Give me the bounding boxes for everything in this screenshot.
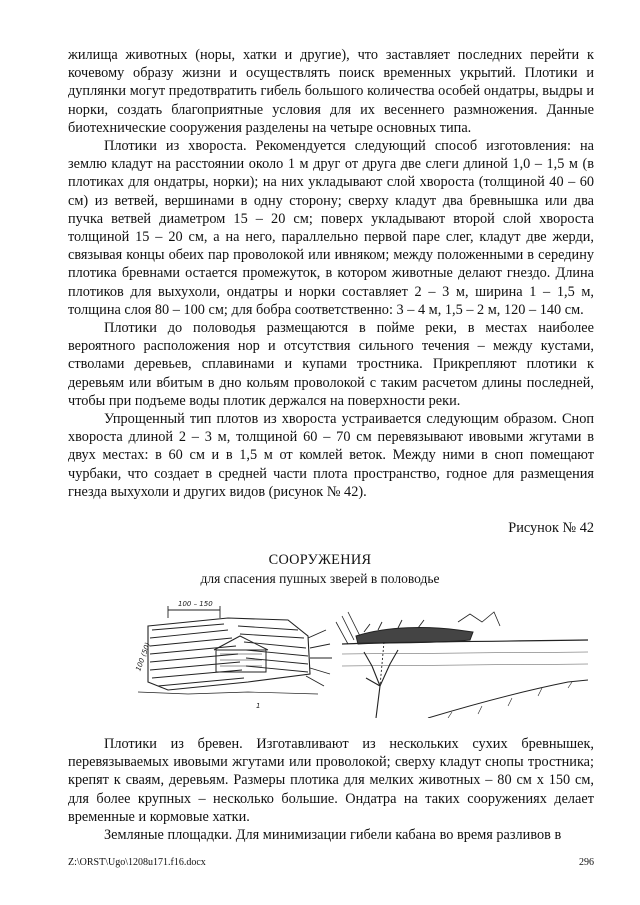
- paragraph: Плотики из бревен. Изготавливают из нескольких сухих бревнышек, перевязываемых ивовыми жгутами или проволокой; сверху кладут снопы тростника; крепят к сваям, деревьям. Размеры плотика для мелких животных – 80 см х 150 см, для более крупных – несколько большие. Ондатра на таких сооружениях делает временные и кормовые хатки.: [68, 736, 594, 825]
- paragraph: Упрощенный тип плотов из хвороста устраивается следующим образом. Сноп хвороста длиной 2 – 3 м, толщиной 60 – 70 см перевязывают ивовыми жгутами в двух местах: в 60 см и в 1,5 м от комлей веток. Между ними в сноп помещают чурбаки, что создает в средней части плота пространство, годное для размещения гнезда выхухоли и других видов (рисунок № 42).: [68, 411, 594, 500]
- dimension-label: 100 – 150: [178, 600, 213, 608]
- floating-raft-drawing: [336, 612, 588, 718]
- figure-subtitle: для спасения пушных зверей в половодье: [200, 571, 440, 586]
- paragraph: жилища животных (норы, хатки и другие), что заставляет последних перейти к кочевому образу жизни и осуществлять поиск временных укрытий. Плотики и дуплянки могут предотвратить гибель большого количества особей ондатры, выдры и норки, создать благоприятные условия для их весеннего размножения. Данные биотехнические сооружения разделены на четыре основных типа.: [68, 47, 594, 136]
- paragraph: Плотики до половодья размещаются в пойме реки, в местах наиболее вероятного расположения нор и отсутствия сильного течения – между кустами, стволами деревьев, сплавинами и купами тростника. Прикрепляют плотики к деревьям или вбитым в дно кольям проволокой с таким расчетом длины последней, чтобы при подъеме воды плотик держался на поверхности реки.: [68, 320, 594, 409]
- body-text-bottom: [68, 735, 594, 844]
- raft-illustration: [128, 596, 588, 718]
- body-text-top: [68, 46, 594, 501]
- paragraph: Земляные площадки. Для минимизации гибели кабана во время разливов в: [104, 827, 562, 844]
- brushwood-raft-drawing: [138, 606, 332, 694]
- figure-mark-label: 1: [256, 702, 261, 710]
- figure-reference: Рисунок № 42: [508, 520, 594, 536]
- side-dimension-label: 100 (50): [134, 641, 153, 673]
- page-number: 296: [579, 857, 594, 868]
- figure-title: СООРУЖЕНИЯ: [268, 552, 372, 568]
- footer-file-path: Z:\ORST\Ugo\1208u171.f16.docx: [68, 857, 206, 868]
- paragraph: Плотики из хвороста. Рекомендуется следующий способ изготовления: на землю кладут на расстоянии около 1 м друг от друга две слеги длиной 1,0 – 1,5 м (в плотиках для ондатры, норки); на них укладывают слой хвороста (толщиной 40 – 60 см) из ветвей, вершинами в одну сторону; сверху кладут два бревнышка или два пучка ветвей диаметром 15 – 20 см; поверх укладывают второй слой хвороста толщиной 15 – 20 см, а на него, параллельно первой паре слег, кладут две жерди, связывая концы обеих пар проволокой или ивняком; между положенными в середину плотика бревнами остается промежуток, в котором животные делают гнездо. Длина плотиков для выхухоли, ондатры и норки составляет 2 – 3 м, ширина 1 – 1,5 м, толщина слоя 80 – 100 см; для бобра соответственно: 3 – 4 м, 1,5 – 2 м, 120 – 140 см.: [68, 138, 594, 318]
